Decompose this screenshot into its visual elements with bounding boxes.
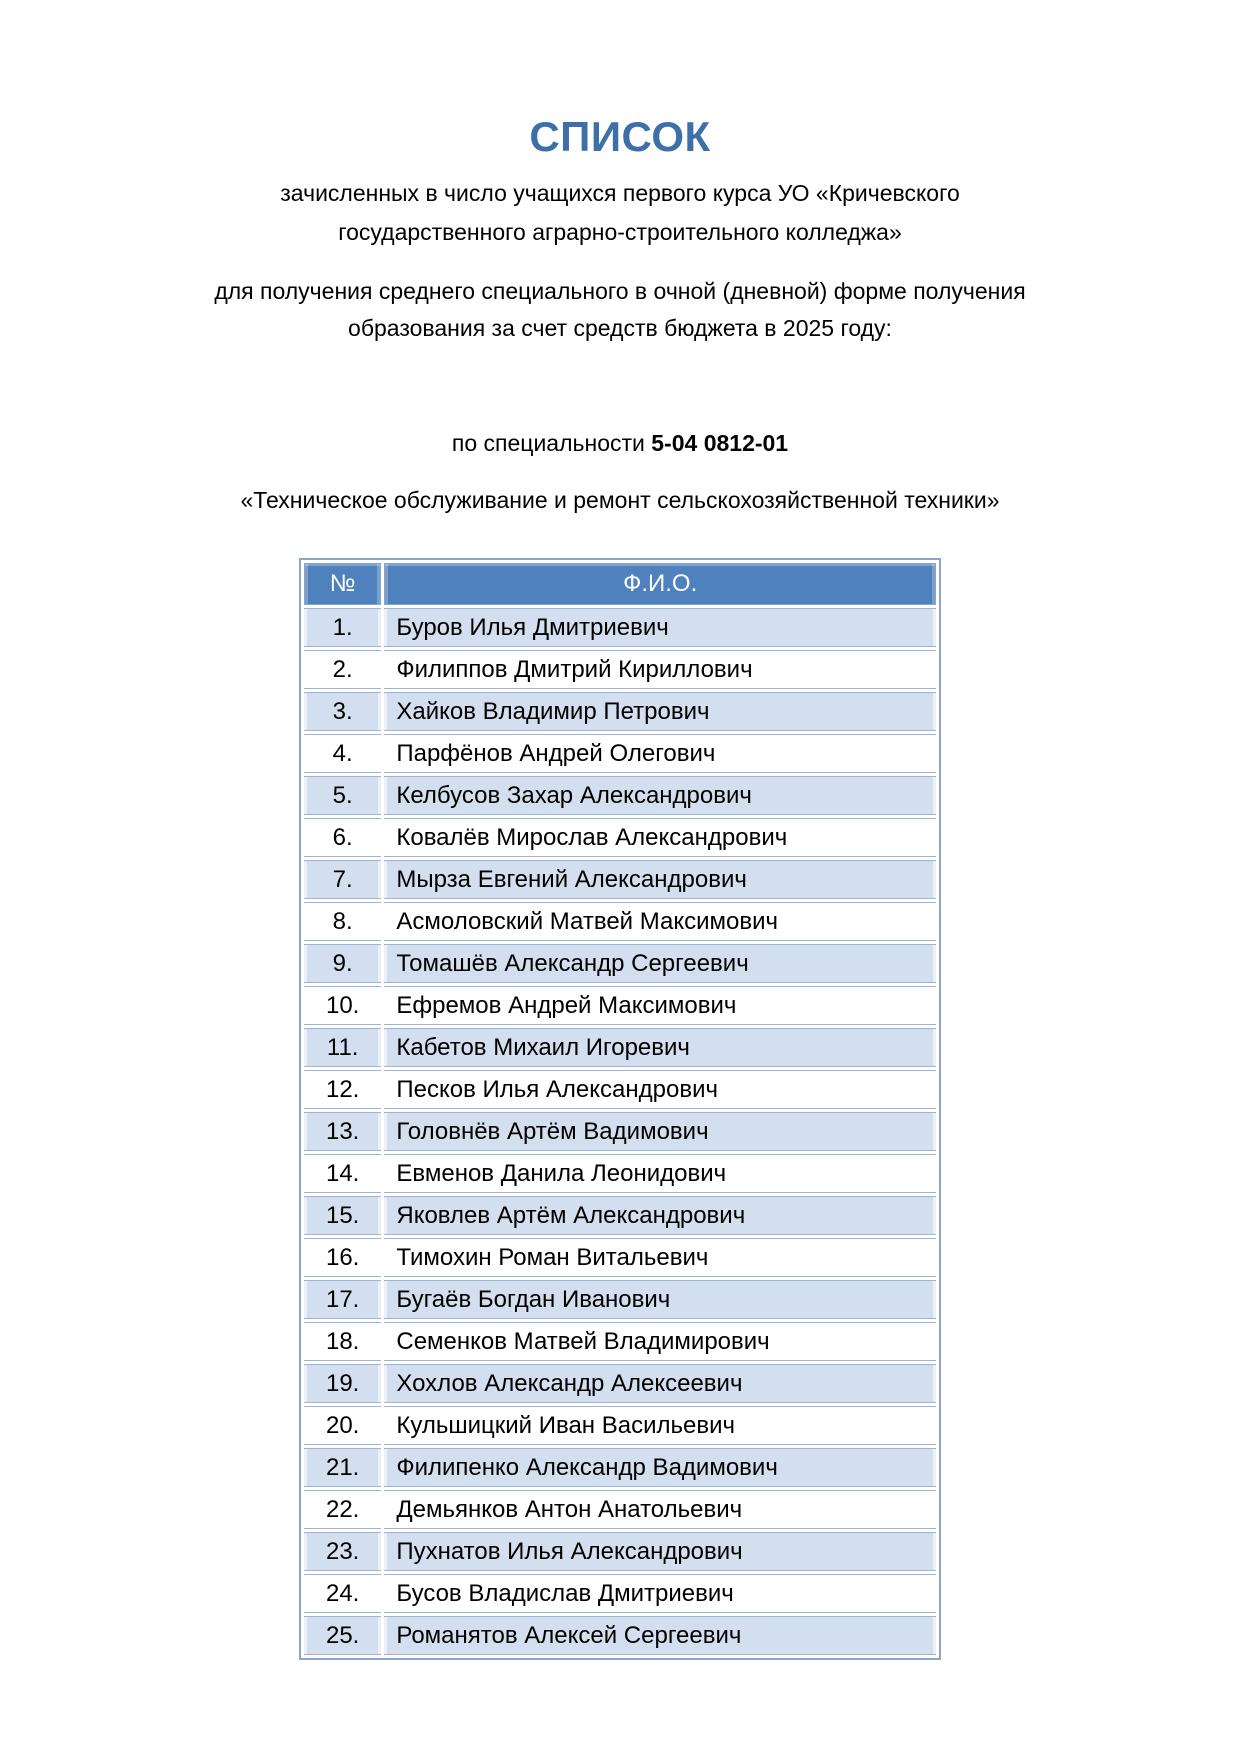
row-name: Кульшицкий Иван Васильевич — [384, 1406, 936, 1445]
row-name: Томашёв Александр Сергеевич — [384, 944, 936, 983]
row-number: 4. — [304, 734, 381, 773]
header-cell-fio: Ф.И.О. — [384, 563, 936, 605]
row-number: 17. — [304, 1280, 381, 1319]
row-number: 3. — [304, 692, 381, 731]
row-name: Ефремов Андрей Максимович — [384, 986, 936, 1025]
specialty-code: 5-04 0812-01 — [651, 430, 789, 456]
row-number: 22. — [304, 1490, 381, 1529]
row-number: 20. — [304, 1406, 381, 1445]
row-name: Хохлов Александр Алексеевич — [384, 1364, 936, 1403]
row-number: 15. — [304, 1196, 381, 1235]
table-row — [304, 944, 936, 983]
row-name: Филипенко Александр Вадимович — [384, 1448, 936, 1487]
row-name: Песков Илья Александрович — [384, 1070, 936, 1109]
row-number: 12. — [304, 1070, 381, 1109]
table-row — [304, 1238, 936, 1277]
row-name: Демьянков Антон Анатольевич — [384, 1490, 936, 1529]
row-name: Ковалёв Мирослав Александрович — [384, 818, 936, 857]
row-name: Парфёнов Андрей Олегович — [384, 734, 936, 773]
table-header-row — [304, 563, 936, 605]
table-row — [304, 986, 936, 1025]
row-number: 21. — [304, 1448, 381, 1487]
table-row — [304, 860, 936, 899]
roster-table — [299, 558, 941, 1660]
row-number: 2. — [304, 650, 381, 689]
table-row — [304, 1574, 936, 1613]
specialty-prefix: по специальности — [451, 430, 652, 456]
row-name: Бугаёв Богдан Иванович — [384, 1280, 936, 1319]
table-row — [304, 1196, 936, 1235]
specialty-line — [0, 425, 1240, 462]
row-name: Семенков Матвей Владимирович — [384, 1322, 936, 1361]
row-name: Хайков Владимир Петрович — [384, 692, 936, 731]
row-number: 11. — [304, 1028, 381, 1067]
row-number: 24. — [304, 1574, 381, 1613]
row-name: Асмоловский Матвей Максимович — [384, 902, 936, 941]
row-name: Мырза Евгений Александрович — [384, 860, 936, 899]
purpose-paragraph — [0, 273, 1240, 347]
row-number: 10. — [304, 986, 381, 1025]
row-number: 13. — [304, 1112, 381, 1151]
table-row — [304, 776, 936, 815]
purpose-line-1: для получения среднего специального в очной (дневной) форме получения — [214, 278, 1026, 304]
intro-line-1: зачисленных в число учащихся первого курса УО «Кричевского — [280, 180, 960, 206]
table-row — [304, 902, 936, 941]
header-cell-number: № — [304, 563, 381, 605]
page-title: СПИСОК — [529, 113, 711, 160]
row-name: Филиппов Дмитрий Кириллович — [384, 650, 936, 689]
purpose-line-2: образования за счет средств бюджета в 2025 году: — [348, 315, 892, 341]
table-row — [304, 1616, 936, 1655]
table-row — [304, 650, 936, 689]
table-row — [304, 692, 936, 731]
row-number: 7. — [304, 860, 381, 899]
table-row — [304, 1532, 936, 1571]
row-name: Келбусов Захар Александрович — [384, 776, 936, 815]
row-name: Евменов Данила Леонидович — [384, 1154, 936, 1193]
row-number: 18. — [304, 1322, 381, 1361]
table-row — [304, 1490, 936, 1529]
row-number: 25. — [304, 1616, 381, 1655]
table-row — [304, 1322, 936, 1361]
table-row — [304, 1280, 936, 1319]
row-number: 16. — [304, 1238, 381, 1277]
row-name: Бусов Владислав Дмитриевич — [384, 1574, 936, 1613]
row-number: 8. — [304, 902, 381, 941]
table-row — [304, 1154, 936, 1193]
row-name: Кабетов Михаил Игоревич — [384, 1028, 936, 1067]
row-number: 19. — [304, 1364, 381, 1403]
table-row — [304, 1028, 936, 1067]
row-number: 14. — [304, 1154, 381, 1193]
row-number: 5. — [304, 776, 381, 815]
row-name: Буров Илья Дмитриевич — [384, 608, 936, 647]
row-number: 6. — [304, 818, 381, 857]
row-name: Тимохин Роман Витальевич — [384, 1238, 936, 1277]
table-row — [304, 734, 936, 773]
row-name: Головнёв Артём Вадимович — [384, 1112, 936, 1151]
table-row — [304, 1112, 936, 1151]
row-name: Яковлев Артём Александрович — [384, 1196, 936, 1235]
intro-line-2: государственного аграрно-строительного колледжа» — [338, 219, 902, 245]
row-number: 1. — [304, 608, 381, 647]
table-row — [304, 818, 936, 857]
row-number: 23. — [304, 1532, 381, 1571]
table-row — [304, 1406, 936, 1445]
row-name: Романятов Алексей Сергеевич — [384, 1616, 936, 1655]
table-row — [304, 1070, 936, 1109]
row-name: Пухнатов Илья Александрович — [384, 1532, 936, 1571]
table-row — [304, 608, 936, 647]
intro-paragraph — [0, 174, 1240, 252]
row-number: 9. — [304, 944, 381, 983]
table-row — [304, 1448, 936, 1487]
specialty-name: «Техническое обслуживание и ремонт сельскохозяйственной техники» — [240, 487, 1000, 513]
table-row — [304, 1364, 936, 1403]
